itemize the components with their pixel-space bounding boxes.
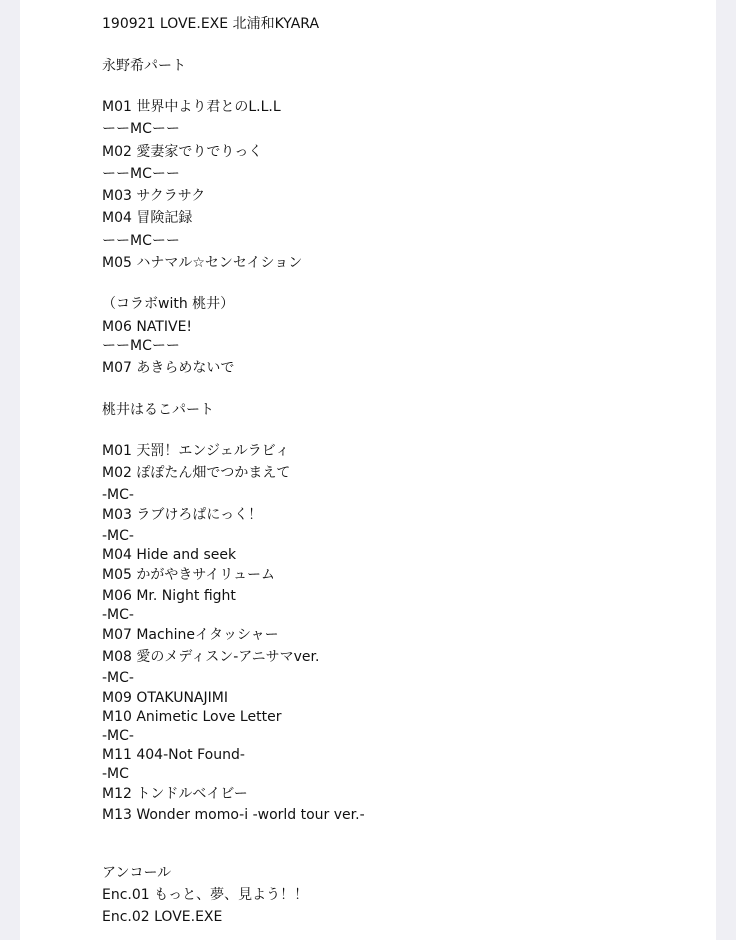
setlist-line: M10 Animetic Love Letter [102, 709, 282, 725]
setlist-line: ーーMCーー [102, 233, 180, 249]
setlist-line: M01 世界中より君とのL.L.L [102, 99, 281, 115]
note-title: 190921 LOVE.EXE 北浦和KYARA [102, 16, 320, 32]
setlist-line: -MC- [102, 728, 134, 744]
setlist-line: -MC- [102, 607, 134, 623]
setlist-line: M03 ラブけろぱにっく！ [102, 507, 263, 523]
setlist-line: M05 かがやきサイリューム [102, 567, 275, 583]
setlist-line: M04 Hide and seek [102, 547, 237, 563]
section-heading-momoi: 桃井はるこパート [102, 402, 214, 418]
setlist-line: M11 404-Not Found- [102, 747, 245, 763]
setlist-line: M12 トンドルベイビー [102, 786, 248, 802]
setlist-line: -MC- [102, 670, 134, 686]
setlist-line: M04 冒険記録 [102, 210, 193, 226]
setlist-line: M05 ハナマル☆センセイション [102, 255, 303, 271]
setlist-line: M01 天罰！エンジェルラビィ [102, 443, 290, 459]
setlist-line: M07 あきらめないで [102, 360, 235, 376]
setlist-line: ーーMCーー [102, 121, 180, 137]
setlist-line: Enc.01 もっと、夢、見よう！！ [102, 887, 309, 903]
setlist-line: ーーMCーー [102, 166, 180, 182]
section-heading-nagano: 永野希パート [102, 58, 186, 74]
setlist-line: M07 Machineイタッシャー [102, 627, 279, 643]
note-page [20, 0, 716, 940]
setlist-line: -MC [102, 766, 129, 782]
setlist-line: M09 OTAKUNAJIMI [102, 690, 228, 706]
section-heading-encore: アンコール [102, 865, 172, 881]
setlist-line: M02 ぽぽたん畑でつかまえて [102, 465, 291, 481]
collab-heading: （コラボwith 桃井） [102, 296, 235, 312]
setlist-line: -MC- [102, 528, 134, 544]
setlist-line: M08 愛のメディスン-アニサマver. [102, 649, 320, 665]
setlist-line: Enc.02 LOVE.EXE [102, 909, 223, 925]
setlist-line: M13 Wonder momo-i -world tour ver.- [102, 807, 365, 823]
setlist-line: M06 Mr. Night fight [102, 588, 236, 604]
setlist-line: M03 サクラサク [102, 188, 206, 204]
setlist-line: M02 愛妻家でりでりっく [102, 144, 263, 160]
setlist-line: ーーMCーー [102, 338, 180, 354]
setlist-line: -MC- [102, 487, 134, 503]
setlist-line: M06 NATIVE! [102, 319, 193, 335]
